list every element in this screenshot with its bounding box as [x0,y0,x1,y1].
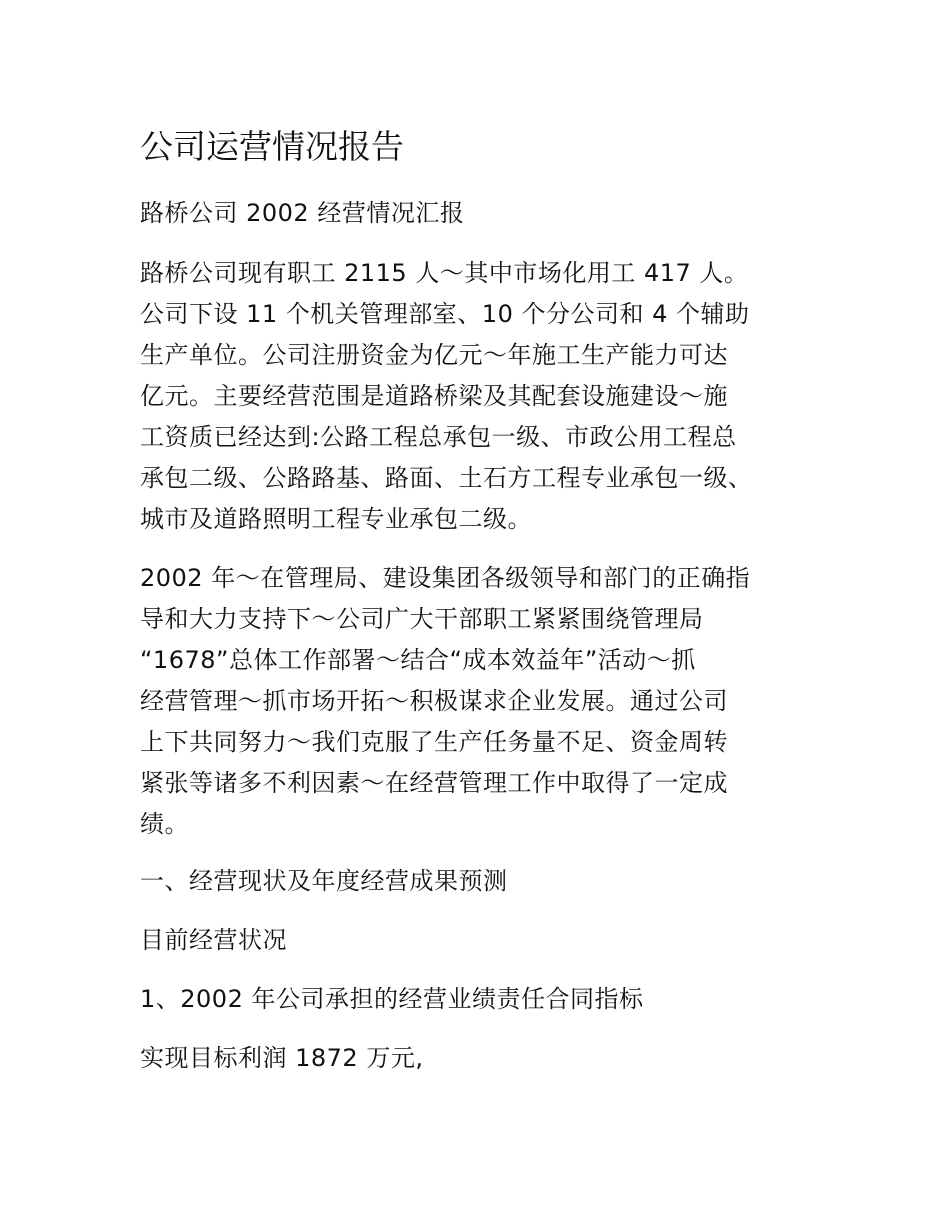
paragraph-line: 亿元。主要经营范围是道路桥梁及其配套设施建设～施 [140,382,728,410]
paragraph-line: 上下共同努力～我们克服了生产任务量不足、资金周转 [140,728,728,756]
paragraph-line: 导和大力支持下～公司广大干部职工紧紧围绕管理局 [140,605,704,633]
paragraph-line: 承包二级、公路路基、路面、土石方工程专业承包一级、 [140,464,753,492]
section-heading: 一、经营现状及年度经营成果预测 [140,867,508,895]
paragraph-line: 路桥公司现有职工 2115 人～其中市场化用工 417 人。 [140,259,749,287]
paragraph-line: 城市及道路照明工程专业承包二级。 [140,505,532,533]
document-subtitle: 路桥公司 2002 经营情况汇报 [140,199,465,227]
paragraph-line: 2002 年～在管理局、建设集团各级领导和部门的正确指 [140,564,751,592]
section-subheading: 目前经营状况 [140,926,287,954]
paragraph-line: 公司下设 11 个机关管理部室、10 个分公司和 4 个辅助 [140,300,750,328]
list-item-text: 实现目标利润 1872 万元, [140,1044,424,1072]
paragraph-line: 工资质已经达到:公路工程总承包一级、市政公用工程总 [140,423,737,451]
paragraph-line: 绩。 [140,810,189,838]
paragraph-line: 生产单位。公司注册资金为亿元～年施工生产能力可达 [140,341,728,369]
paragraph-line: 经营管理～抓市场开拓～积极谋求企业发展。通过公司 [140,687,728,715]
paragraph-line: 紧张等诸多不利因素～在经营管理工作中取得了一定成 [140,769,728,797]
paragraph-line: “1678”总体工作部署～结合“成本效益年”活动～抓 [140,646,696,674]
list-item-heading: 1、2002 年公司承担的经营业绩责任合同指标 [140,985,644,1013]
document-title: 公司运营情况报告 [140,127,404,166]
